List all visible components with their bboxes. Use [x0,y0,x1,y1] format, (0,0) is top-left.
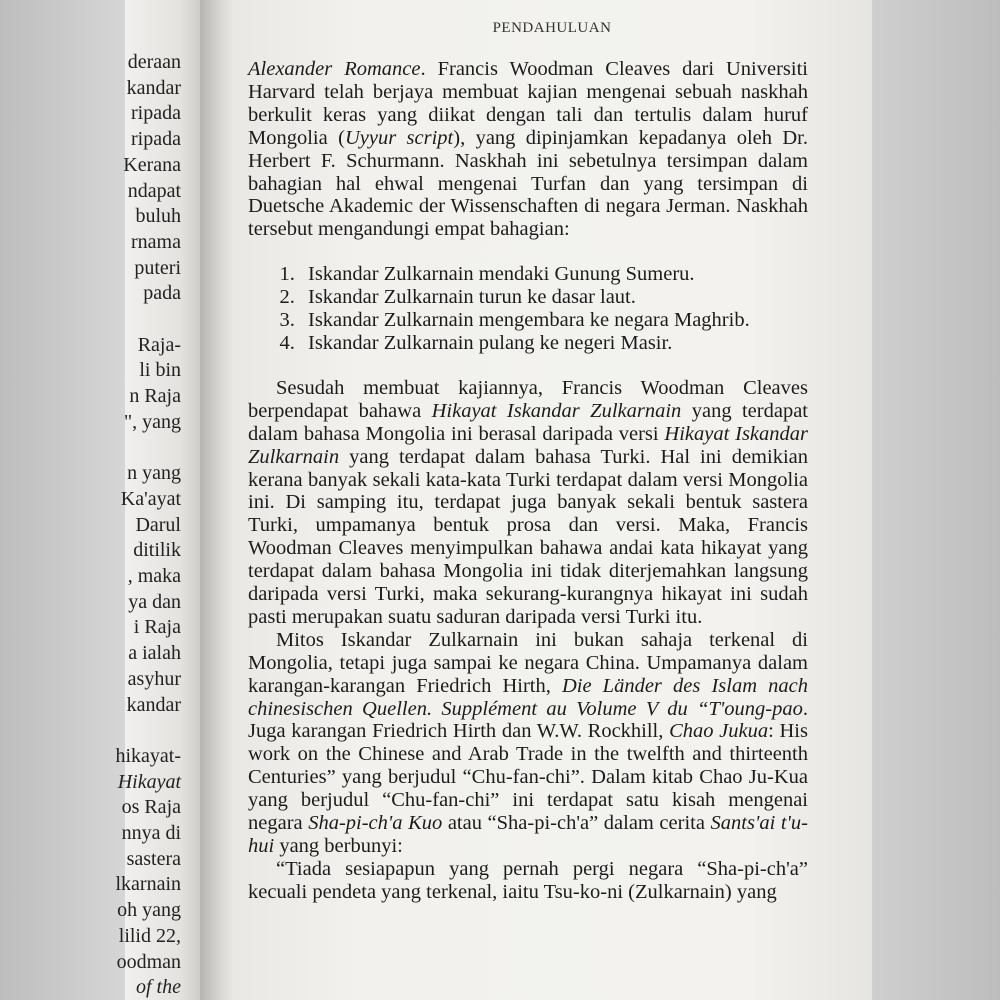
left-page-line-fragment: pada [143,282,181,305]
italic-title: Alexander Romance [248,58,421,80]
list-item: 3. Iskandar Zulkarnain mengembara ke negara Maghrib. [300,309,808,332]
paragraph-cleaves-conclusion: Sesudah membuat kajiannya, Francis Woodman Cleaves berpendapat bahawa Hikayat Iskandar Zulkarnain yang terdapat dalam bahasa Mongolia ini berasal daripada versi Hikayat Iskandar Zulkarnain yang terdapat dalam bahasa Turki. Hal ini demikian kerana banyak sekali kata-kata Turki terdapat dalam versi Mongolia ini. Di samping itu, terdapat juga banyak sekali bentuk sastera Turki, umpamanya bentuk prosa dan versi. Maka, Francis Woodman Cleaves menyimpulkan bahawa andai kata hikayat yang terdapat dalam bahasa Mongolia ini tidak diterjemahkan langsung daripada versi Turki, maka sekurang-kurangnya hikayat ini sudah pasti merupakan suatu saduran daripada versi Turki itu. [248,376,808,628]
list-item: 1. Iskandar Zulkarnain mendaki Gunung Sumeru. [300,263,808,286]
left-page-line-fragment: rnama [131,230,181,253]
numbered-list [248,263,808,355]
left-page-line-fragment: n Raja [129,385,181,408]
left-page-line-fragment: nnya di [121,822,181,844]
left-page-line-fragment: Kerana [123,153,181,176]
left-page-line-fragment: Raja- [137,333,181,356]
left-page-line-fragment: a ialah [128,642,181,665]
running-head: PENDAHULUAN [492,20,612,36]
left-page-line-fragment: Ka'ayat [120,487,181,510]
list-item: 2. Iskandar Zulkarnain turun ke dasar laut. [300,286,808,309]
left-page-line-fragment: , maka [127,565,181,587]
left-page-line-fragment: sastera [126,847,181,870]
left-page-line-fragment: li bin [139,359,181,382]
left-page-line-fragment: of the [136,976,181,999]
left-page-line-fragment: ripada [131,128,181,151]
left-page-line-fragment: Hikayat [117,770,181,793]
left-page-line-fragment: deraan [127,51,181,73]
left-page-line-fragment: ditilik [133,539,181,562]
left-page-line-fragment: hikayat- [115,744,181,767]
left-page-line-fragment: n yang [127,462,181,485]
left-page-line-fragment: Darul [135,513,181,536]
body-text [248,58,808,904]
left-page-line-fragment: buluh [135,205,181,228]
list-item: 4. Iskandar Zulkarnain pulang ke negeri Masir. [300,332,808,355]
left-page-line-fragment: kandar [126,76,181,99]
left-page-line-fragment: lkarnain [115,873,181,896]
left-page-line-fragment: oodman [116,950,181,973]
left-page-line-fragment: ", yang [123,410,181,433]
left-facing-page [115,0,205,1000]
left-page-line-fragment: lilid 22, [118,924,181,947]
left-page-line-fragment: kandar [126,693,181,716]
quotation-paragraph: “Tiada sesiapapun yang pernah pergi negara “Sha-pi-ch'a” kecuali pendeta yang terkenal, iaitu Tsu-ko-ni (Zulkarnain) yang [248,857,808,903]
left-page-line-fragment: puteri [134,256,181,279]
left-page-line-fragment: ndapat [127,179,181,202]
background-left [0,0,125,1000]
left-page-line-fragment: ya dan [128,590,181,613]
left-page-line-fragment: asyhur [127,667,181,690]
intro-paragraph: Alexander Romance. Francis Woodman Cleaves dari Universiti Harvard telah berjaya membuat kajian mengenai sebuah naskhah berkulit keras yang diikat dengan tali dan tertulis dalam huruf Mongolia (Uyyur script), yang dipinjamkan kepadanya oleh Dr. Herbert F. Schurmann. Naskhah ini sebetulnya tersimpan dalam bahagian hal ehwal mengenai Turfan dan yang tersimpan di Duetsche Akademic der Wissenschaften di negara Jerman. Naskhah tersebut mengandungi empat bahagian: [248,58,808,241]
background-right [872,0,1000,1000]
paragraph-china-myth: Mitos Iskandar Zulkarnain ini bukan sahaja terkenal di Mongolia, tetapi juga sampai ke negara China. Umpamanya dalam karangan-karangan Friedrich Hirth, Die Länder des Islam nach chinesischen Quellen. Supplément au Volume V du “T'oung-pao. Juga karangan Friedrich Hirth dan W.W. Rockhill, Chao Jukua: His work on the Chinese and Arab Trade in the twelfth and thirteenth Centuries” yang berjudul “Chu-fan-chi”. Dalam kitab Chao Ju-Kua yang berjudul “Chu-fan-chi” ini terdapat satu kisah mengenai negara Sha-pi-ch'a Kuo atau “Sha-pi-ch'a” dalam cerita Sants'ai t'u-hui yang berbunyi: [248,628,808,857]
left-page-line-fragment: os Raja [121,796,181,819]
left-page-line-fragment: i Raja [133,616,181,639]
left-page-line-fragment: ripada [131,102,181,125]
right-page [232,0,872,1000]
left-page-line-fragment: oh yang [117,899,181,922]
